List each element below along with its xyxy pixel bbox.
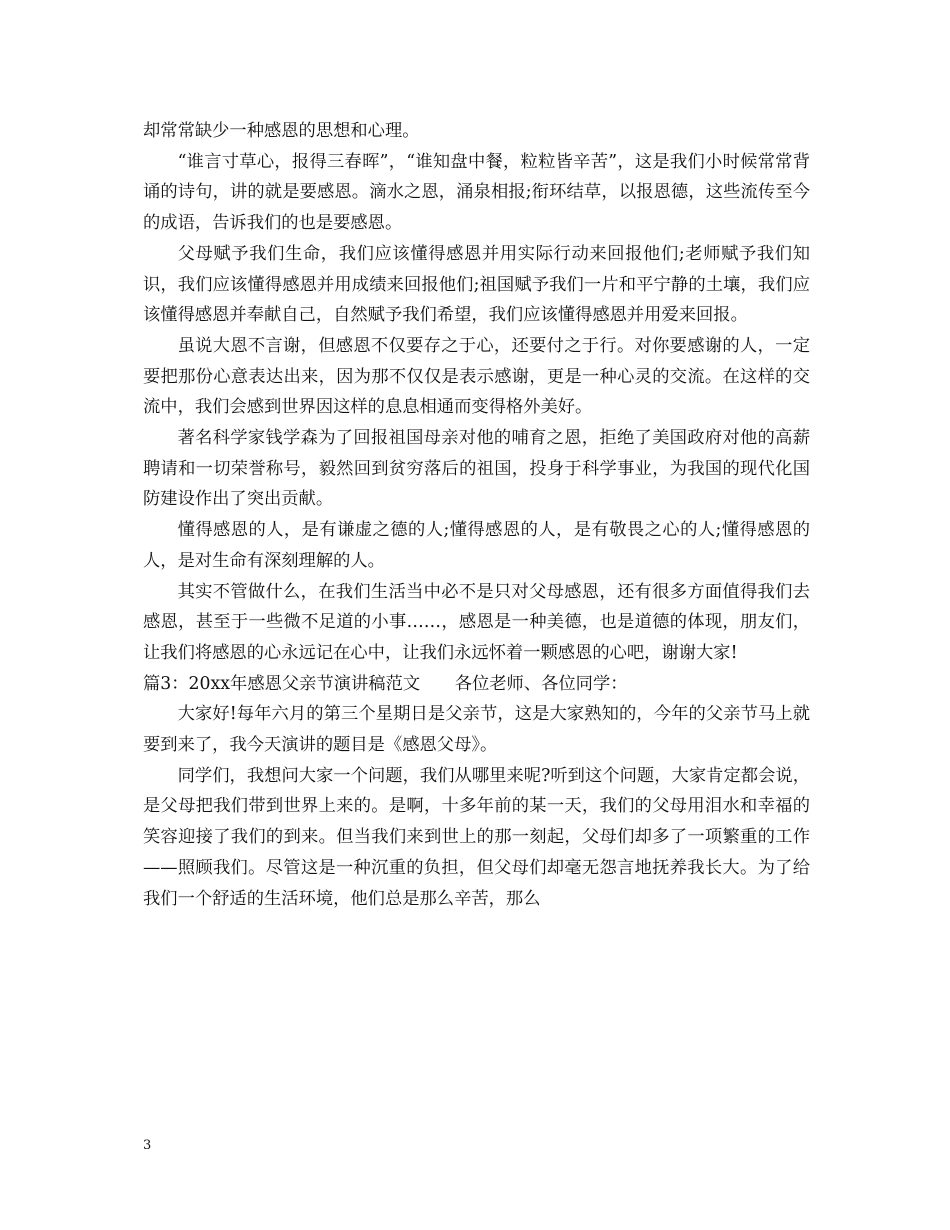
paragraph-1: 却常常缺少一种感恩的思想和心理。 bbox=[143, 121, 420, 141]
document-body bbox=[143, 116, 810, 914]
paragraph-2: “谁言寸草心，报得三春晖”，“谁知盘中餐，粒粒皆辛苦”，这是我们小时候常常背诵的诗句，讲的就是要感恩。滴水之恩，涌泉相报;衔环结草，以报恩德，这些流传至今的成语，告诉我们的也是要感恩。 bbox=[143, 151, 810, 234]
paragraph-6: 懂得感恩的人，是有谦虚之德的人;懂得感恩的人，是有敬畏之心的人;懂得感恩的人，是对生命有深刻理解的人。 bbox=[143, 520, 810, 571]
paragraph-9: 大家好!每年六月的第三个星期日是父亲节，这是大家熟知的，今年的父亲节马上就要到来了，我今天演讲的题目是《感恩父母》。 bbox=[143, 704, 810, 756]
paragraph-5: 著名科学家钱学森为了回报祖国母亲对他的哺育之恩，拒绝了美国政府对他的高薪聘请和一切荣誉称号，毅然回到贫穷落后的祖国，投身于科学事业，为我国的现代化国防建设作出了突出贡献。 bbox=[143, 428, 810, 510]
page-number: 3 bbox=[143, 1138, 152, 1153]
paragraph-7: 其实不管做什么，在我们生活当中必不是只对父母感恩，还有很多方面值得我们去感恩，甚至于一些微不足道的小事……，感恩是一种美德，也是道德的体现，朋友们，让我们将感恩的心永远记在心中，让我们永远怀着一颗感恩的心吧，谢谢大家! bbox=[143, 581, 810, 663]
section-heading: 篇3：20xx年感恩父亲节演讲稿范文 各位老师、各位同学： bbox=[143, 673, 628, 694]
paragraph-10: 同学们，我想问大家一个问题，我们从哪里来呢?听到这个问题，大家肯定都会说，是父母把我们带到世界上来的。是啊，十多年前的某一天，我们的父母用泪水和幸福的笑容迎接了我们的到来。但当我们来到世上的那一刻起，父母们却多了一项繁重的工作——照顾我们。尽管这是一种沉重的负担，但父母们却毫无怨言地抚养我长大。为了给我们一个舒适的生活环境，他们总是那么辛苦，那么 bbox=[143, 765, 810, 909]
paragraph-4: 虽说大恩不言谢，但感恩不仅要存之于心，还要付之于行。对你要感谢的人，一定要把那份心意表达出来，因为那不仅仅是表示感谢，更是一种心灵的交流。在这样的交流中，我们会感到世界因这样的息息相通而变得格外美好。 bbox=[143, 335, 810, 418]
paragraph-3: 父母赋予我们生命，我们应该懂得感恩并用实际行动来回报他们;老师赋予我们知识，我们应该懂得感恩并用成绩来回报他们;祖国赋予我们一片和平宁静的土壤，我们应该懂得感恩并奉献自己，自然赋予我们希望，我们应该懂得感恩并用爱来回报。 bbox=[143, 243, 810, 326]
